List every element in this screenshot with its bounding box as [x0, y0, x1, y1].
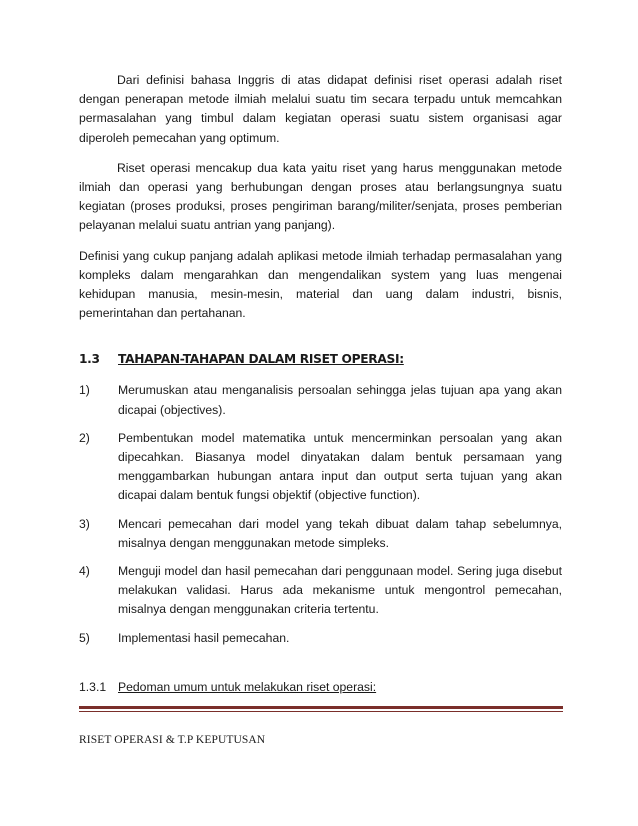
- list-text: Menguji model dan hasil pemecahan dari penggunaan model. Sering juga disebut melakukan validasi. Harus ada mekanisme untuk mengontrol pemecahan, misalnya dengan menggunakan criteria tertentu.: [118, 564, 562, 617]
- list-marker: 4): [79, 564, 90, 579]
- paragraph-definition: Dari definisi bahasa Inggris di atas didapat definisi riset operasi adalah riset dengan penerapan metode ilmiah melalui suatu tim secara terpadu untuk memcahkan permasalahan yang timbul dalam kegiatan operasi suatu sistem organisasi agar diperoleh pemecahan yang optimum.: [79, 73, 562, 145]
- subsection-heading: [79, 678, 562, 697]
- list-text: Implementasi hasil pemecahan.: [118, 630, 290, 645]
- list-text: Merumuskan atau menganalisis persoalan sehingga jelas tujuan apa yang akan dicapai (objectives).: [118, 383, 562, 417]
- section-heading: [79, 350, 562, 369]
- paragraph-scope: Riset operasi mencakup dua kata yaitu riset yang harus menggunakan metode ilmiah dan operasi yang berhubungan dengan proses atau berlangsungnya suatu kegiatan (proses produksi, proses pengiriman barang/militer/senjata, proses pemberian pelayanan melalui suatu antrian yang panjang).: [79, 160, 562, 233]
- section-title: TAHAPAN-TAHAPAN DALAM RISET OPERASI:: [118, 352, 404, 367]
- footer-divider-thin: [79, 711, 563, 712]
- list-item: [79, 515, 562, 553]
- document-body: [79, 71, 562, 697]
- paragraph-long-definition: Definisi yang cukup panjang adalah aplikasi metode ilmiah terhadap permasalahan yang kompleks dalam mengarahkan dan mengendalikan system yang luas mengenai kehidupan manusia, mesin-mesin, material dan uang dalam industri, bisnis, pemerintahan dan pertahanan.: [79, 248, 562, 321]
- subsection-title: Pedoman umum untuk melakukan riset operasi:: [118, 679, 377, 694]
- list-item: [79, 429, 562, 506]
- list-item: [79, 629, 562, 648]
- list-item: [79, 562, 562, 620]
- list-marker: 2): [79, 430, 90, 445]
- list-marker: 3): [79, 516, 90, 531]
- list-marker: 1): [79, 383, 90, 398]
- footer-divider: [79, 706, 563, 709]
- list-item: [79, 381, 562, 419]
- section-number: 1.3: [79, 352, 100, 367]
- list-marker: 5): [79, 630, 90, 645]
- list-text: Mencari pemecahan dari model yang tekah dibuat dalam tahap sebelumnya, misalnya dengan menggunakan metode simpleks.: [118, 516, 562, 550]
- list-text: Pembentukan model matematika untuk mencerminkan persoalan yang akan dipecahkan. Biasanya model dinyatakan dalam bentuk persamaan yang menggambarkan hubungan antara input dan output serta tujuan yang akan dicapai dalam bentuk fungsi objektif (objective function).: [118, 430, 562, 503]
- subsection-number: 1.3.1: [79, 679, 107, 694]
- footer-text: RISET OPERASI & T.P KEPUTUSAN: [79, 734, 266, 746]
